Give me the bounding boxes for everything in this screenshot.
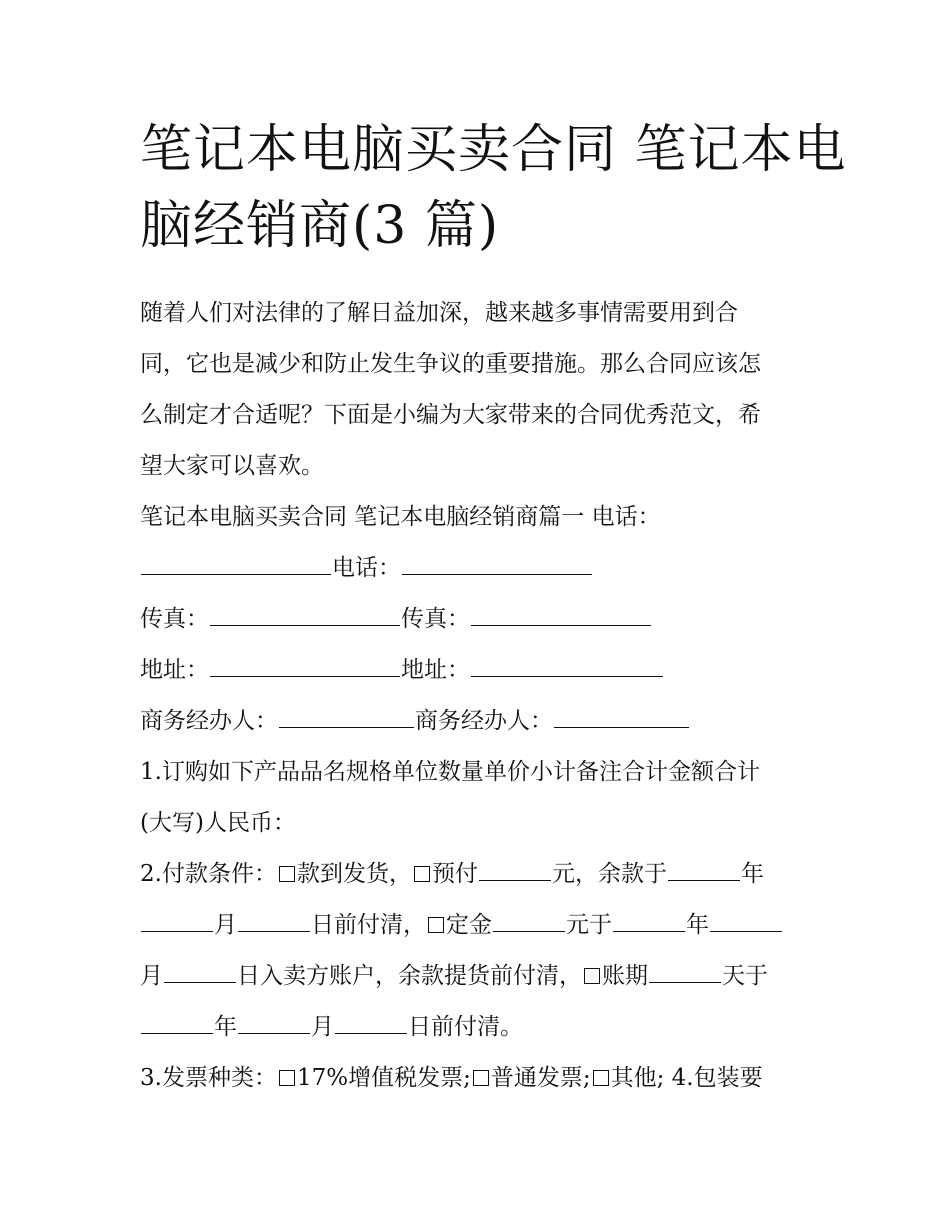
days-in-label: 天于	[722, 963, 768, 989]
title-line-2: 脑经销商(3 篇)	[140, 196, 500, 256]
checkbox-credit-period[interactable]	[584, 968, 600, 984]
fax-label-2: 传真：	[401, 606, 470, 632]
day-into-account-label: 日入卖方账户，余款提货前付清，	[237, 963, 582, 989]
item-2-line-1	[140, 849, 820, 900]
balance-day-blank[interactable]	[238, 930, 310, 932]
prepay-amount-blank[interactable]	[479, 879, 551, 881]
intro-line-2: 同，它也是减少和防止发生争议的重要措施。那么合同应该怎	[140, 351, 761, 377]
fax-row	[140, 594, 820, 645]
item-2-line-4	[140, 1002, 820, 1053]
checkbox-vat-invoice[interactable]	[279, 1070, 295, 1086]
month-label-1: 月	[214, 912, 237, 938]
item-1-line-1: 1.订购如下产品品名规格单位数量单价小计备注合计金额合计	[140, 759, 760, 785]
document-page	[140, 112, 847, 1104]
item-2	[140, 849, 820, 1053]
intro-line-3: 么制定才合适呢？下面是小编为大家带来的合同优秀范文，希	[140, 402, 761, 428]
checkbox-pay-on-arrival[interactable]	[279, 866, 295, 882]
pay-on-arrival-label: 款到发货，	[296, 861, 412, 887]
year-label-2: 年	[686, 912, 709, 938]
credit-days-blank[interactable]	[649, 981, 721, 983]
balance-year-blank[interactable]	[668, 879, 740, 881]
intro-line-1: 随着人们对法律的了解日益加深，越来越多事情需要用到合	[140, 300, 738, 326]
item-3-prefix: 3.发票种类：	[140, 1065, 277, 1091]
yuan-balance-label: 元，余款于	[551, 861, 667, 887]
agent-row	[140, 696, 820, 747]
intro-line-4: 望大家可以喜欢。	[140, 453, 324, 479]
year-label-1: 年	[740, 861, 764, 887]
address-row	[140, 645, 820, 696]
normal-invoice-label: 普通发票;	[490, 1065, 591, 1091]
agent-blank-1[interactable]	[279, 726, 414, 728]
item-3	[140, 1053, 820, 1104]
agent-label-1: 商务经办人：	[140, 708, 278, 734]
checkbox-prepay[interactable]	[414, 866, 430, 882]
agent-blank-2[interactable]	[554, 726, 689, 728]
document-title	[140, 112, 847, 264]
fax-blank-2[interactable]	[471, 624, 651, 626]
checkbox-deposit[interactable]	[428, 917, 444, 933]
intro-paragraph	[140, 288, 820, 492]
address-label-1: 地址：	[140, 657, 209, 683]
phone-blank-2[interactable]	[402, 573, 592, 575]
fax-label-1: 传真：	[140, 606, 209, 632]
yuan-in-label: 元于	[566, 912, 612, 938]
agent-label-2: 商务经办人：	[415, 708, 553, 734]
deposit-year-blank[interactable]	[613, 930, 685, 932]
credit-year-blank[interactable]	[141, 1032, 213, 1034]
balance-month-blank[interactable]	[141, 930, 213, 932]
credit-period-label: 账期	[602, 963, 648, 989]
year-label-3: 年	[214, 1014, 237, 1040]
phone-blank-1[interactable]	[141, 573, 331, 575]
day-paid-label: 日前付清，	[311, 912, 426, 938]
title-line-1: 笔记本电脑买卖合同 笔记本电	[140, 120, 847, 180]
checkbox-other-invoice[interactable]	[593, 1070, 609, 1086]
item-2-prefix: 2.付款条件：	[140, 861, 277, 887]
section-heading: 笔记本电脑买卖合同 笔记本电脑经销商篇一 电话：	[140, 504, 661, 530]
address-blank-1[interactable]	[210, 675, 400, 677]
deposit-amount-blank[interactable]	[493, 930, 565, 932]
address-blank-2[interactable]	[471, 675, 663, 677]
other-invoice-label: 其他; 4.包装要	[610, 1065, 763, 1091]
item-1	[140, 747, 820, 849]
phone-row	[140, 543, 820, 594]
prepay-label: 预付	[431, 861, 478, 887]
day-paid-end-label: 日前付清。	[408, 1014, 523, 1040]
vat-invoice-label: 17%增值税发票;	[296, 1065, 471, 1091]
credit-month-blank[interactable]	[238, 1032, 310, 1034]
phone-label: 电话：	[332, 555, 401, 581]
address-label-2: 地址：	[401, 657, 470, 683]
item-1-line-2: (大写)人民币：	[140, 810, 296, 836]
credit-day-blank[interactable]	[335, 1032, 407, 1034]
item-2-line-2	[140, 900, 820, 951]
deposit-label: 定金	[446, 912, 492, 938]
deposit-day-blank[interactable]	[164, 981, 236, 983]
month-label-2: 月	[140, 963, 163, 989]
item-2-line-3	[140, 951, 820, 1002]
checkbox-normal-invoice[interactable]	[473, 1070, 489, 1086]
fax-blank-1[interactable]	[210, 624, 400, 626]
deposit-month-blank[interactable]	[710, 930, 782, 932]
month-label-3: 月	[311, 1014, 334, 1040]
